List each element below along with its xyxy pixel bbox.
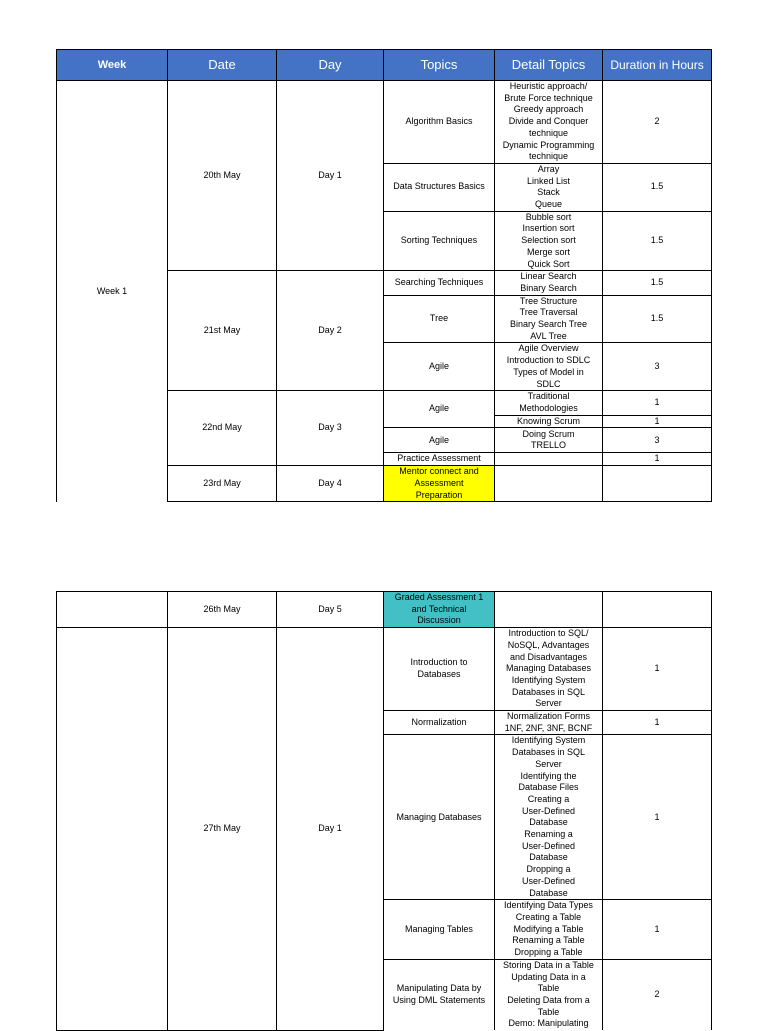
date-cell: 23rd May <box>168 466 277 502</box>
topic-cell: Introduction to Databases <box>384 628 495 711</box>
day-cell: Day 1 <box>277 628 384 1031</box>
week-label: Week 1 <box>57 81 168 502</box>
hours-cell: 3 <box>603 428 712 453</box>
detail-cell: Agile Overview Introduction to SDLC Types of Model in SDLC <box>495 343 603 391</box>
topic-cell: Data Structures Basics <box>384 163 495 211</box>
detail-cell: Heuristic approach/ Brute Force technique Greedy approach Divide and Conquer technique Dynamic Programming technique <box>495 81 603 164</box>
day-cell: Day 5 <box>277 592 384 628</box>
hours-cell: 1.5 <box>603 211 712 271</box>
header-duration: Duration in Hours <box>603 50 712 81</box>
topic-cell: Searching Techniques <box>384 271 495 295</box>
hours-cell: 1.5 <box>603 295 712 343</box>
hours-cell: 2 <box>603 81 712 164</box>
hours-cell <box>603 592 712 628</box>
day-cell: Day 2 <box>277 271 384 391</box>
hours-cell: 1 <box>603 711 712 735</box>
topic-cell: Sorting Techniques <box>384 211 495 271</box>
hours-cell: 1 <box>603 453 712 466</box>
day-cell: Day 3 <box>277 391 384 466</box>
detail-cell: Array Linked List Stack Queue <box>495 163 603 211</box>
detail-cell: Identifying Data Types Creating a Table Modifying a Table Renaming a Table Dropping a Table <box>495 900 603 960</box>
hours-cell <box>603 466 712 502</box>
topic-cell: Tree <box>384 295 495 343</box>
topic-cell: Normalization <box>384 711 495 735</box>
topic-cell: Managing Tables <box>384 900 495 960</box>
table-row <box>57 628 712 711</box>
table-row <box>57 592 712 628</box>
date-cell: 21st May <box>168 271 277 391</box>
detail-cell: Linear Search Binary Search <box>495 271 603 295</box>
topic-cell: Practice Assessment <box>384 453 495 466</box>
detail-cell: Identifying System Databases in SQL Server Identifying the Database Files Creating a User-Defined Database Renaming a User-Defined Database Dropping a User-Defined Database <box>495 735 603 900</box>
header-week: Week <box>57 50 168 81</box>
hours-cell: 1 <box>603 628 712 711</box>
topic-cell: Algorithm Basics <box>384 81 495 164</box>
topic-cell: Agile <box>384 391 495 428</box>
date-cell: 26th May <box>168 592 277 628</box>
detail-cell: Doing Scrum TRELLO <box>495 428 603 453</box>
hours-cell: 1 <box>603 391 712 415</box>
detail-cell <box>495 592 603 628</box>
date-cell: 22nd May <box>168 391 277 466</box>
schedule-table-week2 <box>56 591 712 1031</box>
topic-cell: Manipulating Data by Using DML Statements <box>384 959 495 1030</box>
hours-cell: 1 <box>603 900 712 960</box>
hours-cell: 1.5 <box>603 271 712 295</box>
detail-cell: Normalization Forms 1NF, 2NF, 3NF, BCNF <box>495 711 603 735</box>
detail-cell <box>495 466 603 502</box>
detail-cell: Bubble sort Insertion sort Selection sort Merge sort Quick Sort <box>495 211 603 271</box>
header-topics: Topics <box>384 50 495 81</box>
hours-cell: 1 <box>603 735 712 900</box>
hours-cell: 1 <box>603 415 712 428</box>
week-cell <box>57 592 168 628</box>
detail-cell: Storing Data in a Table Updating Data in a Table Deleting Data from a Table Demo: Manipulating <box>495 959 603 1030</box>
hours-cell: 1.5 <box>603 163 712 211</box>
topic-cell-highlighted: Mentor connect and Assessment Preparation <box>384 466 495 502</box>
schedule-table-week1 <box>56 49 712 502</box>
detail-cell <box>495 453 603 466</box>
header-date: Date <box>168 50 277 81</box>
day-cell: Day 4 <box>277 466 384 502</box>
date-cell: 27th May <box>168 628 277 1031</box>
date-cell: 20th May <box>168 81 277 271</box>
detail-cell: Knowing Scrum <box>495 415 603 428</box>
topic-cell: Agile <box>384 343 495 391</box>
week-cell <box>57 628 168 1031</box>
topic-cell-highlighted: Graded Assessment 1 and Technical Discussion <box>384 592 495 628</box>
topic-cell: Agile <box>384 428 495 453</box>
day-cell: Day 1 <box>277 81 384 271</box>
hours-cell: 2 <box>603 959 712 1030</box>
detail-cell: Introduction to SQL/ NoSQL, Advantages and Disadvantages Managing Databases Identifying System Databases in SQL Server <box>495 628 603 711</box>
detail-cell: Tree Structure Tree Traversal Binary Search Tree AVL Tree <box>495 295 603 343</box>
header-day: Day <box>277 50 384 81</box>
table-row <box>57 81 712 164</box>
header-detail-topics: Detail Topics <box>495 50 603 81</box>
hours-cell: 3 <box>603 343 712 391</box>
topic-cell: Managing Databases <box>384 735 495 900</box>
detail-cell: Traditional Methodologies <box>495 391 603 415</box>
